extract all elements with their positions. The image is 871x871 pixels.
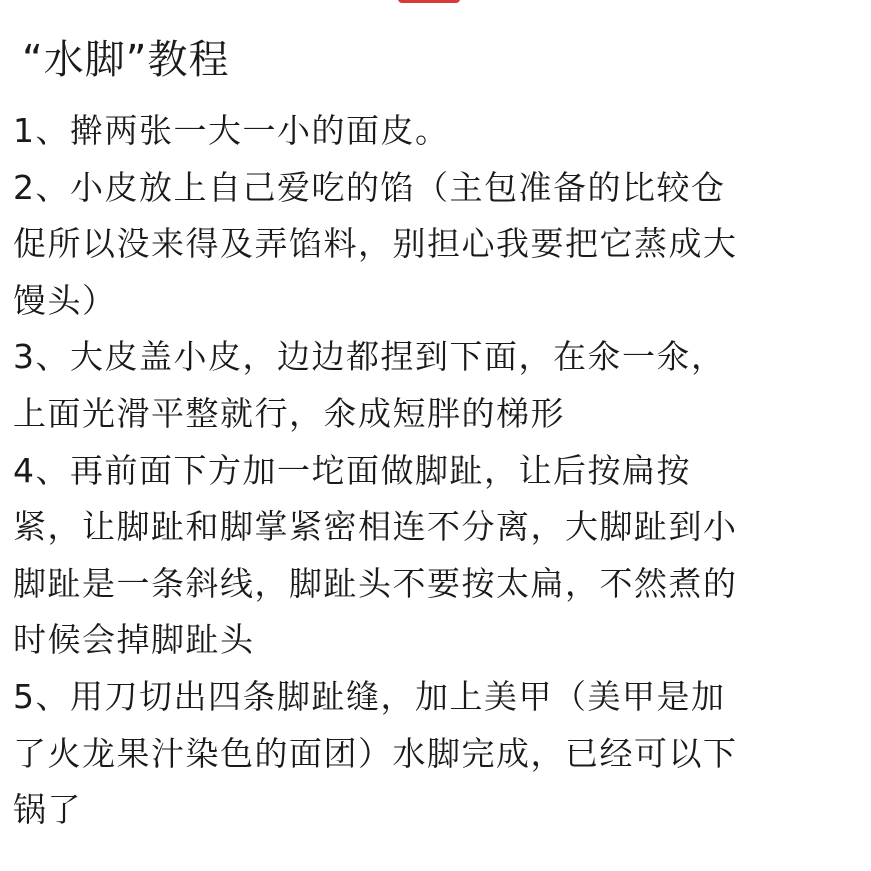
text-line: 5、用刀切出四条脚趾缝，加上美甲（美甲是加 (13, 676, 726, 716)
text-line: 了火龙果汁染色的面团）水脚完成，已经可以下 (13, 733, 738, 773)
text-line: 2、小皮放上自己爱吃的馅（主包准备的比较仓 (13, 167, 726, 207)
text-line: 3、大皮盖小皮，边边都捏到下面，在氽一氽， (13, 337, 726, 377)
text-line: 促所以没来得及弄馅料，别担心我要把它蒸成大 (13, 224, 738, 264)
page-title: “水脚”教程 (22, 37, 230, 83)
text-line: 4、再前面下方加一坨面做脚趾，让后按扁按 (13, 450, 691, 490)
text-line: 1、擀两张一大一小的面皮。 (13, 111, 450, 150)
top-decoration-mark (398, 0, 460, 3)
tutorial-body (13, 103, 853, 839)
text-line: 锅了 (13, 790, 82, 830)
text-line: 馒头） (13, 280, 117, 320)
text-line: 紧，让脚趾和脚掌紧密相连不分离，大脚趾到小 (13, 507, 738, 547)
text-line: 脚趾是一条斜线，脚趾头不要按太扁，不然煮的 (13, 563, 738, 603)
text-line: 上面光滑平整就行，氽成短胖的梯形 (13, 393, 565, 433)
text-line: 时候会掉脚趾头 (13, 620, 255, 660)
